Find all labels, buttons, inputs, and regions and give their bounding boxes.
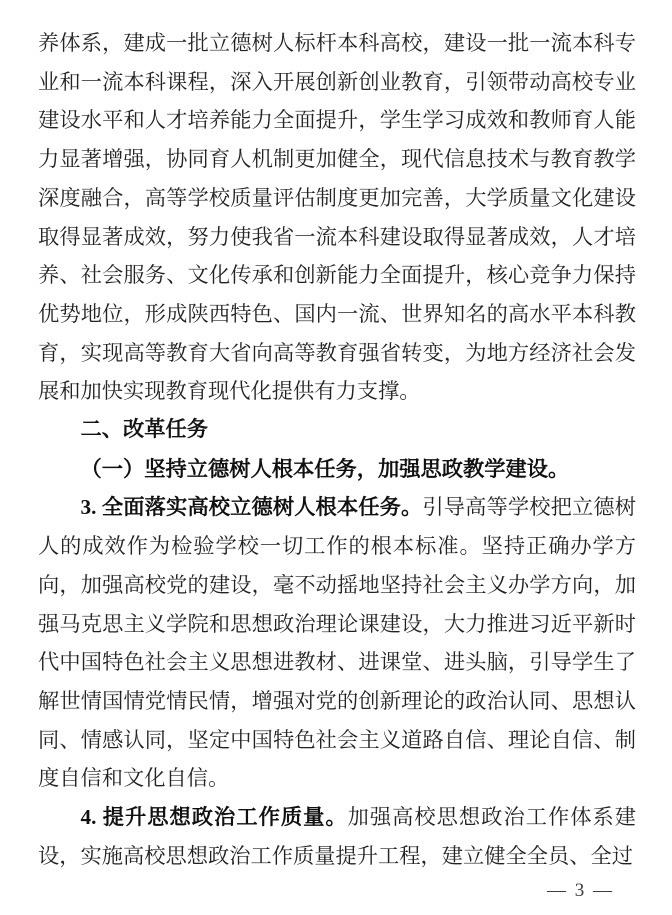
numbered-paragraph-3 xyxy=(38,488,636,798)
numbered-paragraph-4-lead: 4. 提升思想政治工作质量。 xyxy=(80,805,348,830)
numbered-paragraph-3-lead: 3. 全面落实高校立德树人根本任务。 xyxy=(80,495,423,520)
numbered-paragraph-4 xyxy=(38,798,636,875)
document-text-block xyxy=(38,24,636,875)
numbered-paragraph-4-body: 加强高校思想政治工作体系建设，实施高校思想政治工作质量提升工程，建立健全全员、全过 xyxy=(38,805,636,868)
subsection-heading: （一）坚持立德树人根本任务，加强思政教学建设。 xyxy=(80,456,570,481)
page-number: — 3 — xyxy=(547,880,614,901)
paragraph-continuation: 养体系，建成一批立德树人标杆本科高校，建设一批一流本科专业和一流本科课程，深入开展创新创业教育，引领带动高校专业建设水平和人才培养能力全面提升，学生学习成效和教师育人能力显著增强，协同育人机制更加健全，现代信息技术与教育教学深度融合，高等学校质量评估制度更加完善，大学质量文化建设取得显著成效，努力使我省一流本科建设取得显著成效，人才培养、社会服务、文化传承和创新能力全面提升，核心竞争力保持优势地位，形成陕西特色、国内一流、世界知名的高水平本科教育，实现高等教育大省向高等教育强省转变，为地方经济社会发展和加快实现教育现代化提供有力支撑。 xyxy=(38,31,636,404)
numbered-paragraph-3-body: 引导高等学校把立德树人的成效作为检验学校一切工作的根本标准。坚持正确办学方向，加强高校党的建设，毫不动摇地坚持社会主义办学方向，加强马克思主义学院和思想政治理论课建设，大力推进习近平新时代中国特色社会主义思想进教材、进课堂、进头脑，引导学生了解世情国情党情民情，增强对党的创新理论的政治认同、思想认同、情感认同，坚定中国特色社会主义道路自信、理论自信、制度自信和文化自信。 xyxy=(38,495,636,791)
section-heading: 二、改革任务 xyxy=(80,417,209,443)
